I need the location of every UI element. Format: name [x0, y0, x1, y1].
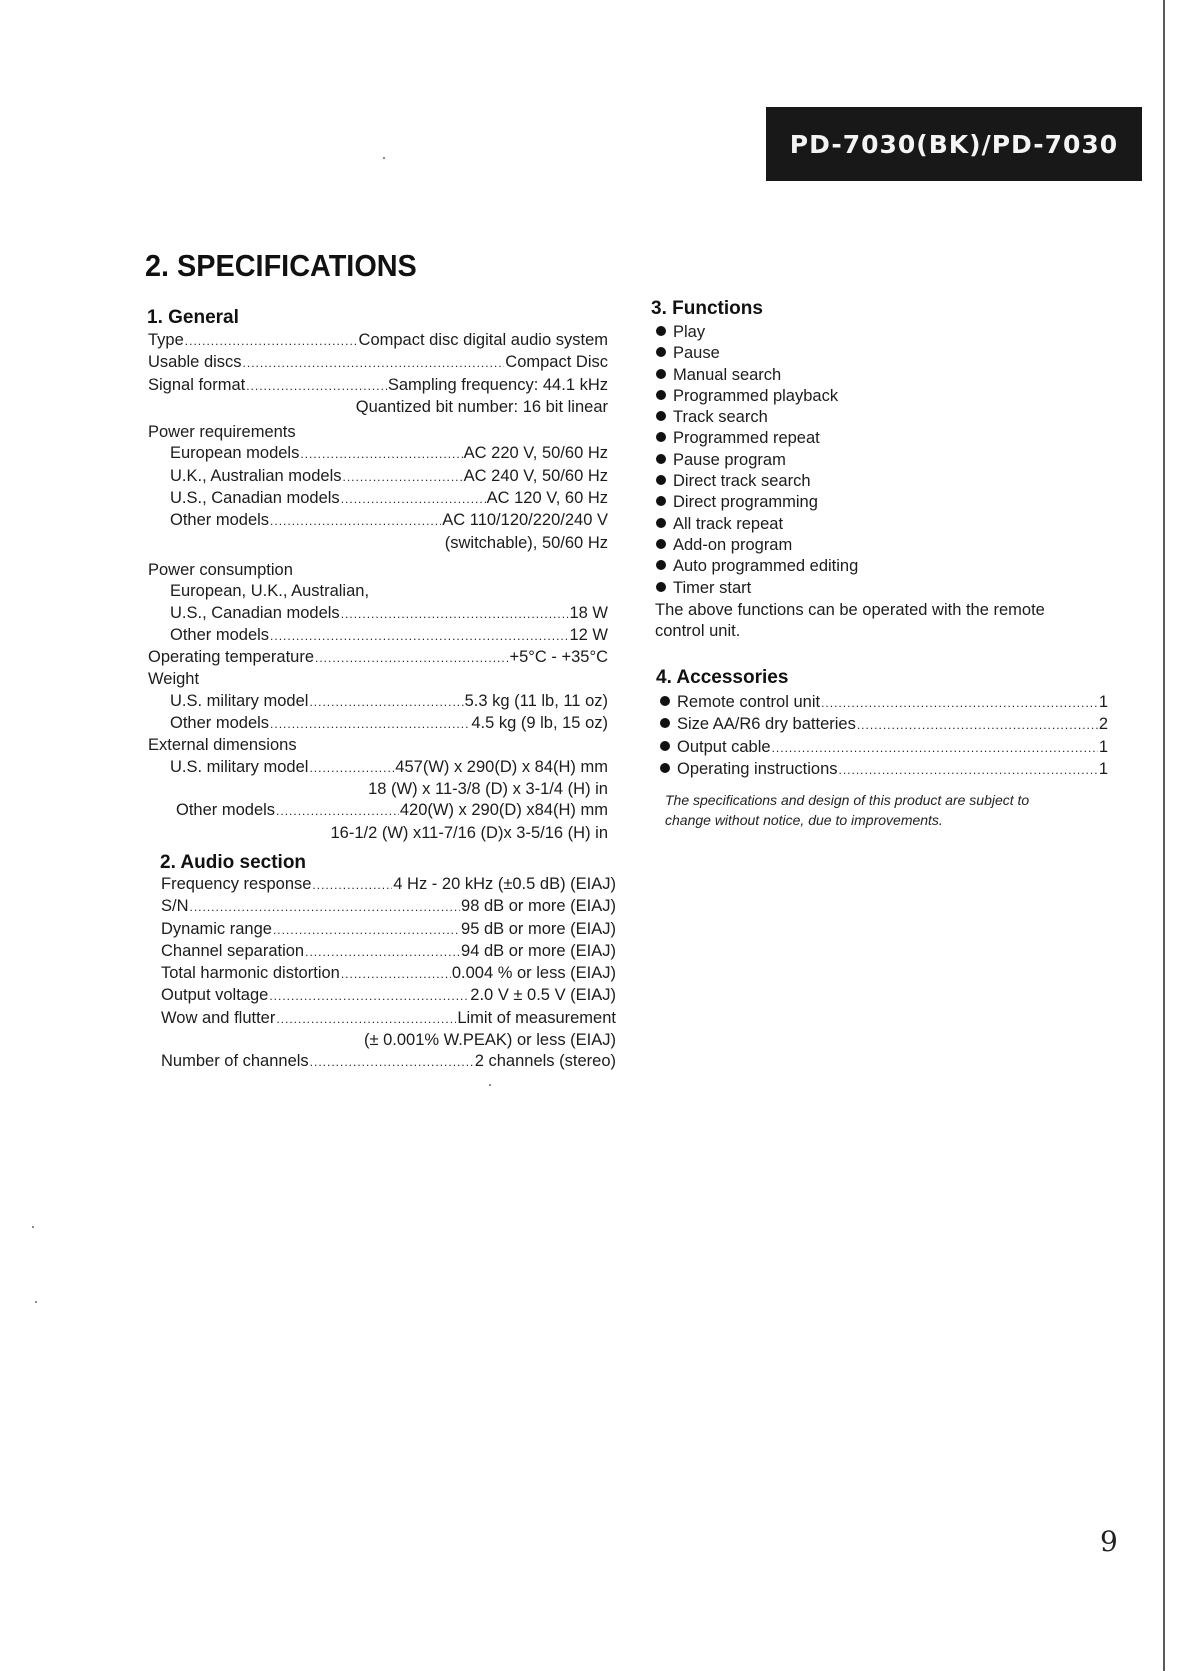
list-item: Operating instructions ..... 1 [660, 759, 1108, 781]
list-item: Direct track search [656, 471, 858, 492]
spec-signal-format-cont: Quantized bit number: 16 bit linear [355, 397, 608, 416]
model-header-banner [766, 107, 1142, 181]
section-general-heading: 1. General [147, 307, 239, 328]
bullet-icon [656, 369, 666, 379]
list-item: Play [656, 322, 858, 343]
spec-row-power-other: Other models ..... AC 110/120/220/240 V [148, 510, 608, 532]
bullet-icon [656, 347, 666, 357]
spec-power-cons-label: Power consumption [148, 560, 293, 579]
list-item: Remote control unit ..... 1 [660, 692, 1108, 714]
bullet-icon [656, 518, 666, 528]
functions-list [656, 322, 858, 599]
spec-row-signal-format: Signal format ..... Sampling frequency: 44.1 kHz [148, 375, 608, 397]
section-accessories-heading: 4. Accessories [656, 667, 789, 688]
spec-row-type: Type ..... Compact disc digital audio system [148, 330, 608, 352]
list-item: Output cable ..... 1 [660, 737, 1108, 759]
spec-row-power-uk: U.K., Australian models ..... AC 240 V, 50/60 Hz [148, 466, 608, 488]
spec-weight-label: Weight [148, 670, 200, 689]
spec-ext-dim-us-cont: 18 (W) x 11-3/8 (D) x 3-1/4 (H) in [368, 779, 608, 798]
general-spec-list [148, 330, 608, 844]
spec-row-wow-flutter: Wow and flutter ..... Limit of measurement [161, 1008, 616, 1030]
list-item: Manual search [656, 365, 858, 386]
spec-row-dynamic-range: Dynamic range ..... 95 dB or more (EIAJ) [161, 919, 616, 941]
spec-power-other-cont: (switchable), 50/60 Hz [444, 533, 608, 552]
section-audio-heading: 2. Audio section [160, 852, 307, 873]
section-functions-heading: 3. Functions [651, 298, 763, 319]
list-item: All track repeat [656, 514, 858, 535]
list-item: Pause program [656, 450, 858, 471]
bullet-icon [656, 432, 666, 442]
scan-speck [35, 1301, 37, 1303]
bullet-icon [660, 696, 670, 706]
spec-row-power-cons-other: Other models ..... 12 W [148, 625, 608, 647]
spec-row-power-cons-us: U.S., Canadian models ..... 18 W [148, 603, 608, 625]
spec-row-num-channels: Number of channels ..... 2 channels (stereo) [161, 1051, 616, 1073]
bullet-icon [656, 390, 666, 400]
list-item: Timer start [656, 578, 858, 599]
spec-row-ext-dim-other: Other models ..... 420(W) x 290(D) x84(H) mm [148, 800, 608, 822]
spec-row-sn: S/N ..... 98 dB or more (EIAJ) [161, 896, 616, 918]
bullet-icon [656, 411, 666, 421]
bullet-icon [660, 763, 670, 773]
page-title: 2. SPECIFICATIONS [145, 248, 417, 283]
scan-speck [383, 157, 385, 159]
spec-ext-dim-label: External dimensions [148, 736, 297, 755]
spec-wow-flutter-cont: (± 0.001% W.PEAK) or less (EIAJ) [363, 1031, 616, 1050]
scan-speck [32, 1226, 34, 1228]
spec-row-output-voltage: Output voltage ..... 2.0 V ± 0.5 V (EIAJ) [161, 985, 616, 1007]
spec-row-usable-discs: Usable discs ..... Compact Disc [148, 352, 608, 374]
list-item: Track search [656, 407, 858, 428]
spec-row-weight-us: U.S. military model ..... 5.3 kg (11 lb, 11 oz) [148, 691, 608, 713]
list-item: Size AA/R6 dry batteries ..... 2 [660, 714, 1108, 736]
model-number: PD-7030(BK)/PD-7030 [789, 129, 1119, 159]
bullet-icon [660, 718, 670, 728]
functions-note: The above functions can be operated with the remote control unit. [655, 601, 1045, 641]
page-number: 9 [1100, 1525, 1118, 1558]
spec-power-req-label: Power requirements [148, 423, 296, 442]
list-item: Add-on program [656, 535, 858, 556]
spec-ext-dim-other-cont: 16-1/2 (W) x11-7/16 (D)x 3-5/16 (H) in [330, 823, 608, 842]
audio-spec-list [161, 874, 616, 1074]
spec-power-cons-line1: European, U.K., Australian, [170, 582, 370, 601]
list-item: Pause [656, 343, 858, 364]
spec-row-power-european: European models ..... AC 220 V, 50/60 Hz [148, 443, 608, 465]
bullet-icon [656, 475, 666, 485]
list-item: Auto programmed editing [656, 556, 858, 577]
bullet-icon [656, 560, 666, 570]
accessories-list [660, 692, 1108, 781]
page-edge-line [1163, 0, 1165, 1671]
spec-row-power-us: U.S., Canadian models ..... AC 120 V, 60 Hz [148, 488, 608, 510]
spec-row-ext-dim-us: U.S. military model ..... 457(W) x 290(D) x 84(H) mm [148, 757, 608, 779]
bullet-icon [656, 326, 666, 336]
bullet-icon [656, 454, 666, 464]
bullet-icon [660, 741, 670, 751]
list-item: Direct programming [656, 492, 858, 513]
spec-row-weight-other: Other models ..... 4.5 kg (9 lb, 15 oz) [148, 713, 608, 735]
spec-row-op-temp: Operating temperature ..... +5°C - +35°C [148, 647, 608, 669]
scan-speck [489, 1084, 491, 1086]
spec-row-freq-response: Frequency response ..... 4 Hz - 20 kHz (±0.5 dB) (EIAJ) [161, 874, 616, 896]
bullet-icon [656, 582, 666, 592]
bullet-icon [656, 496, 666, 506]
list-item: Programmed repeat [656, 428, 858, 449]
list-item: Programmed playback [656, 386, 858, 407]
bullet-icon [656, 539, 666, 549]
spec-row-channel-separation: Channel separation ..... 94 dB or more (EIAJ) [161, 941, 616, 963]
spec-change-notice: The specifications and design of this product are subject to change without notice, due to improvements. [665, 792, 1030, 828]
spec-row-thd: Total harmonic distortion ..... 0.004 % or less (EIAJ) [161, 963, 616, 985]
